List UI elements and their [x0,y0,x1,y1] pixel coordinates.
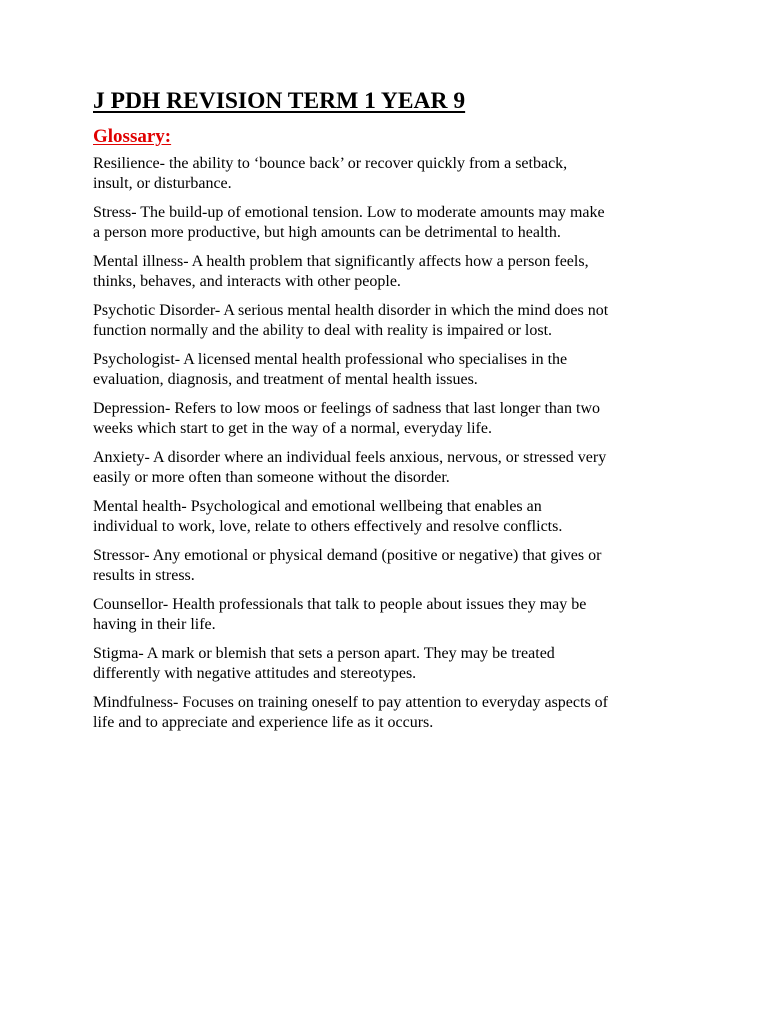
glossary-entry-mental-illness [93,252,693,291]
glossary-entry-stress [93,203,693,242]
glossary-entry-mental-health [93,497,693,536]
glossary-entry-counsellor [93,595,693,634]
glossary-entry-psychotic-disorder [93,301,693,340]
glossary-entry-depression [93,399,693,438]
entry-line: Mental illness- A health problem that significantly affects how a person feels, [93,253,589,270]
glossary-entry-psychologist [93,350,693,389]
entry-line: results in stress. [93,566,195,584]
page-title: J PDH REVISION TERM 1 YEAR 9 [93,88,466,114]
entry-line: weeks which start to get in the way of a normal, everyday life. [93,419,492,437]
entry-line: easily or more often than someone without the disorder. [93,468,450,486]
entry-line: Mindfulness- Focuses on training oneself to pay attention to everyday aspects of [93,694,608,711]
entry-line: insult, or disturbance. [93,174,232,192]
glossary-entry-resilience [93,154,693,193]
glossary-entry-mindfulness [93,693,693,732]
glossary-entry-stigma [93,644,693,683]
entry-line: Depression- Refers to low moos or feelings of sadness that last longer than two [93,400,601,417]
document-page [93,86,693,742]
entry-line: Stress- The build-up of emotional tension. Low to moderate amounts may make [93,204,605,221]
entry-line: Mental health- Psychological and emotional wellbeing that enables an [93,498,542,515]
entry-line: evaluation, diagnosis, and treatment of mental health issues. [93,370,478,388]
entry-line: Psychotic Disorder- A serious mental health disorder in which the mind does not [93,302,609,319]
glossary-entry-stressor [93,546,693,585]
glossary-list [93,154,693,732]
glossary-heading: Glossary: [93,126,172,147]
entry-line: Psychologist- A licensed mental health professional who specialises in the [93,351,568,368]
entry-line: function normally and the ability to deal with reality is impaired or lost. [93,321,553,339]
entry-line: a person more productive, but high amounts can be detrimental to health. [93,223,561,241]
entry-line: Anxiety- A disorder where an individual feels anxious, nervous, or stressed very [93,449,607,466]
entry-line: having in their life. [93,615,216,633]
entry-line: life and to appreciate and experience life as it occurs. [93,713,434,731]
entry-line: Resilience- the ability to ‘bounce back’ or recover quickly from a setback, [93,155,568,172]
glossary-entry-anxiety [93,448,693,487]
entry-line: differently with negative attitudes and stereotypes. [93,664,417,682]
entry-line: Counsellor- Health professionals that talk to people about issues they may be [93,596,587,613]
entry-line: Stigma- A mark or blemish that sets a person apart. They may be treated [93,645,555,662]
entry-line: individual to work, love, relate to others effectively and resolve conflicts. [93,517,563,535]
entry-line: thinks, behaves, and interacts with other people. [93,272,401,290]
entry-line: Stressor- Any emotional or physical demand (positive or negative) that gives or [93,547,602,564]
